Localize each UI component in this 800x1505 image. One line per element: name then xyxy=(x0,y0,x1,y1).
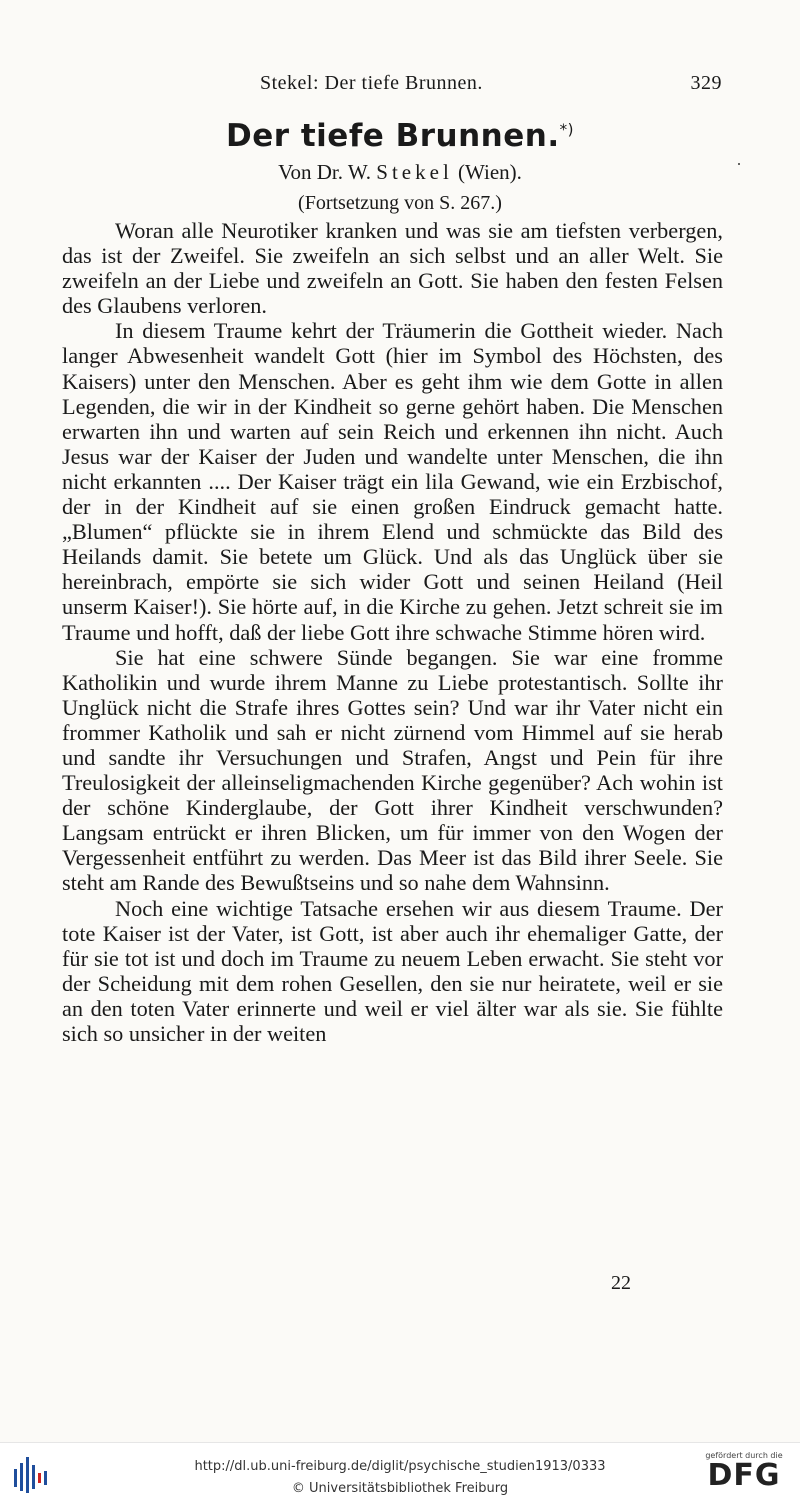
paragraph: Sie hat eine schwere Sünde begangen. Sie war eine fromme Katholikin und wurde ihrem Manne zu Liebe protestantisch. Sollte ihr Unglück nicht die Strafe ihres Gottes sein? Und war ihr Vater nicht ein frommer Katholik und sah er nicht zürnend vom Himmel auf sie herab und sandte ihr Versuchungen und Strafen, Angst und Pein für ihre Treulosigkeit der alleinseligmachenden Kirche gegenüber? Ach wohin ist der schöne Kinderglaube, der Gott ihrer Kindheit verschwunden? Langsam entrückt er ihren Blicken, um für immer von den Wogen der Vergessenheit entführt zu werden. Das Meer ist das Bild ihrer Seele. Sie steht am Rande des Bewußtseins und so nahe dem Wahnsinn. xyxy=(62,644,723,896)
byline-author: Stekel xyxy=(376,160,453,184)
article-title xyxy=(0,118,800,154)
byline-prefix: Von Dr. W. xyxy=(278,160,372,184)
running-title: Stekel: Der tiefe Brunnen. xyxy=(260,72,483,94)
paragraph: Noch eine wichtige Tatsache ersehen wir aus diesem Traume. Der tote Kaiser ist der Vater, ist Gott, ist aber auch ihr ehemaliger Gatte, der für sie tot ist und doch im Traume zu neuem Leben erwacht. Sie steht vor der Scheidung mit dem rohen Gesellen, den sie nur heiratete, weil er sie an den toten Vater erinnerte und weil er viel älter war als sie. Sie fühlte sich so unsicher in der weiten xyxy=(62,895,723,1046)
footnote-mark: *) xyxy=(559,120,574,139)
paragraph: Woran alle Neurotiker kranken und was sie am tiefsten verbergen, das ist der Zweifel. Sie zweifeln an sich selbst und an aller Welt. Sie zweifeln an der Liebe und zweifeln an Gott. Sie haben den festen Felsen des Glaubens verloren. xyxy=(62,218,723,319)
dfg-logo xyxy=(696,1451,792,1499)
byline xyxy=(0,160,800,185)
page-number: 329 xyxy=(690,72,722,94)
page-url[interactable]: http://dl.ub.uni-freiburg.de/diglit/psychische_studien1913/0333 xyxy=(194,1459,606,1474)
paragraph: In diesem Traume kehrt der Träumerin die Gottheit wieder. Nach langer Abwesenheit wandelt Gott (hier im Symbol des Höchsten, des Kaisers) unter den Menschen. Aber es geht ihm wie dem Gotte in allen Legenden, die wir in der Kindheit so gerne gehört haben. Die Menschen erwarten ihn und warten auf sein Reich und erkennen ihn nicht. Auch Jesus war der Kaiser der Juden und wandelte unter Menschen, die ihn nicht erkannten .... Der Kaiser trägt ein lila Gewand, wie ein Erzbischof, der in der Kindheit auf sie einen großen Eindruck gemacht hatte. „Blumen“ pflückte sie in ihrem Elend und schmückte das Bild des Heilands damit. Sie betete um Glück. Und als das Unglück über sie hereinbrach, empörte sie sich wider Gott und seinen Heiland (Heil unserm Kaiser!). Sie hörte auf, in die Kirche zu gehen. Jetzt schreit sie im Traume und hofft, daß der liebe Gott ihre schwache Stimme hören wird. xyxy=(62,318,723,645)
article-body xyxy=(62,218,723,1046)
continuation-note: (Fortsetzung von S. 267.) xyxy=(298,192,502,214)
dfg-logo-text: DFG xyxy=(707,1458,781,1493)
viewer-footer xyxy=(0,1442,800,1505)
dfg-caption: gefördert durch die xyxy=(705,1451,783,1460)
copyright-notice: © Universitätsbibliothek Freiburg xyxy=(291,1481,509,1496)
byline-suffix: (Wien). xyxy=(458,160,522,184)
article-title-text: Der tiefe Brunnen. xyxy=(226,118,560,154)
printer-signature: 22 xyxy=(611,1272,631,1294)
